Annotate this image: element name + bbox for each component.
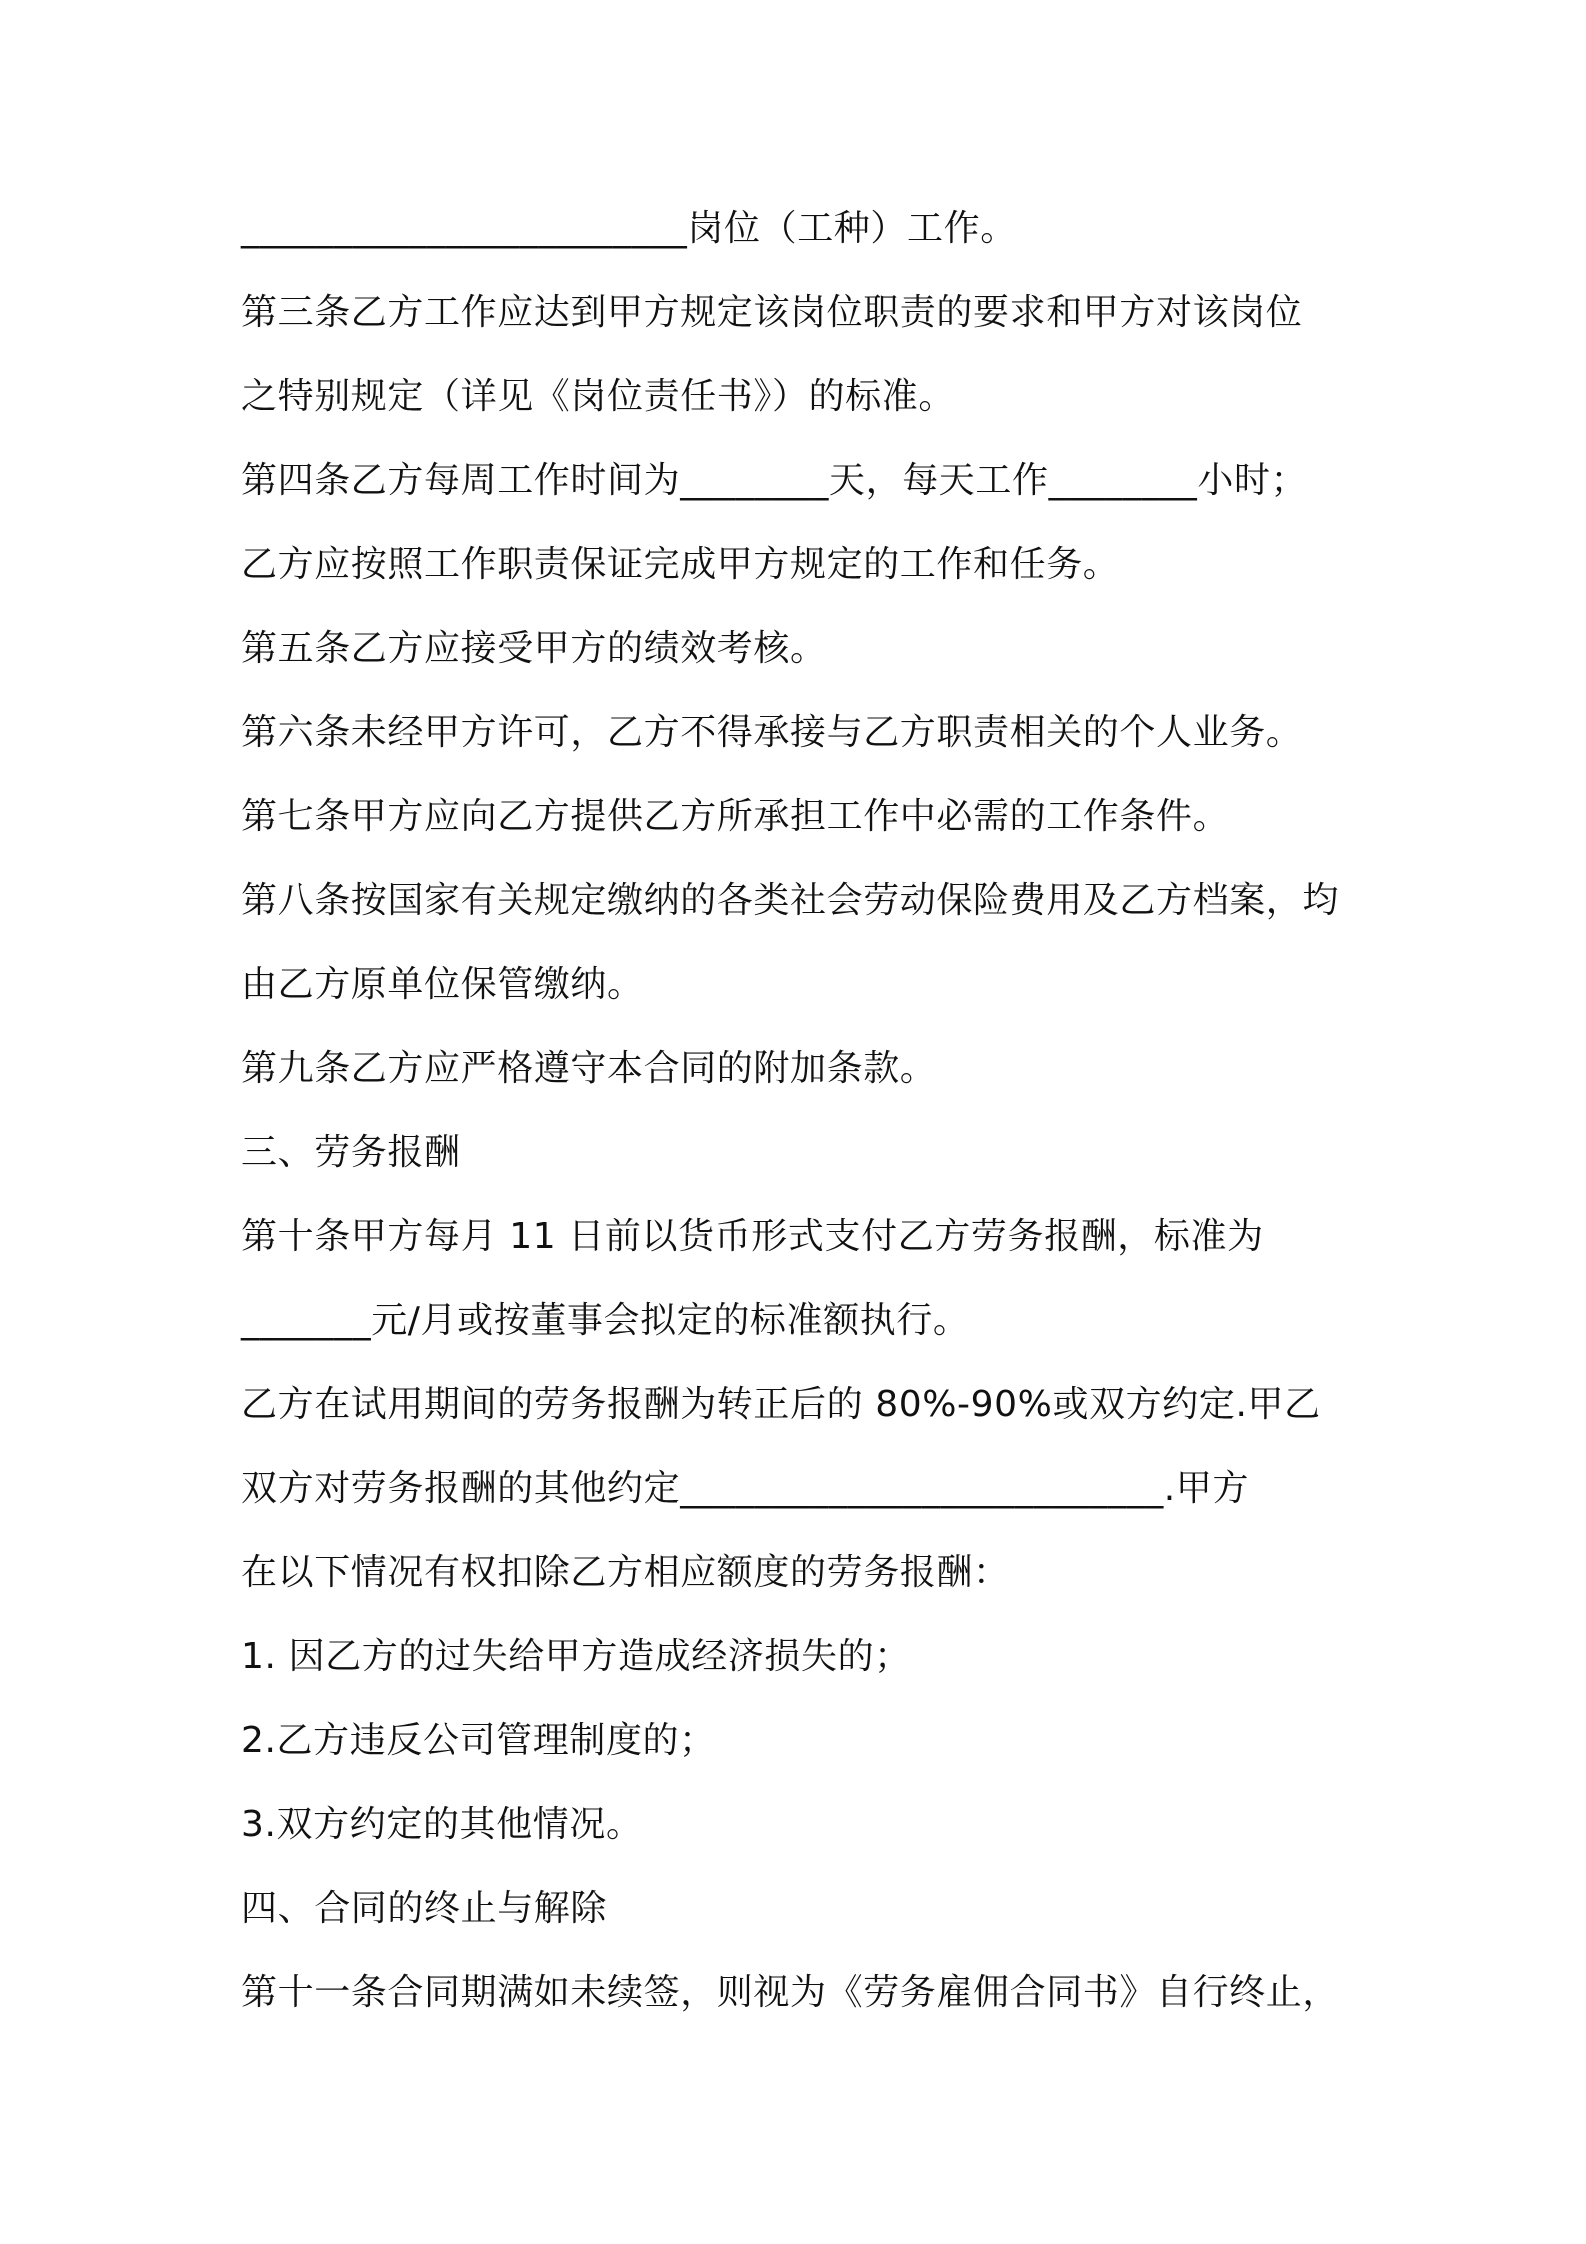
article-8-line-2: 由乙方原单位保管缴纳。 bbox=[241, 964, 644, 1005]
section-4-heading: 四、合同的终止与解除 bbox=[241, 1888, 608, 1929]
article-3-line-1: 第三条乙方工作应达到甲方规定该岗位职责的要求和甲方对该岗位 bbox=[241, 292, 1303, 333]
deduction-intro-line: 在以下情况有权扣除乙方相应额度的劳务报酬： bbox=[241, 1552, 1010, 1593]
probation-pay-line-1: 乙方在试用期间的劳务报酬为转正后的 80%-90%或双方约定.甲乙 bbox=[241, 1384, 1321, 1425]
article-9-line: 第九条乙方应严格遵守本合同的附加条款。 bbox=[241, 1048, 937, 1089]
article-10-line-2: _______元/月或按董事会拟定的标准额执行。 bbox=[241, 1300, 970, 1341]
article-6-line: 第六条未经甲方许可，乙方不得承接与乙方职责相关的个人业务。 bbox=[241, 712, 1303, 753]
article-4-line-2: 乙方应按照工作职责保证完成甲方规定的工作和任务。 bbox=[241, 544, 1120, 585]
article-11-line-1: 第十一条合同期满如未续签，则视为《劳务雇佣合同书》自行终止， bbox=[241, 1972, 1340, 2013]
article-4-line-1: 第四条乙方每周工作时间为________天，每天工作________小时； bbox=[241, 460, 1308, 501]
article-7-line: 第七条甲方应向乙方提供乙方所承担工作中必需的工作条件。 bbox=[241, 796, 1230, 837]
deduction-item-1: 1. 因乙方的过失给甲方造成经济损失的； bbox=[241, 1636, 911, 1677]
probation-pay-line-2: 双方对劳务报酬的其他约定__________________________.甲方 bbox=[241, 1468, 1250, 1509]
deduction-item-3: 3.双方约定的其他情况。 bbox=[241, 1804, 643, 1845]
job-position-line: ________________________岗位（工种）工作。 bbox=[241, 208, 1017, 249]
document-body bbox=[241, 196, 1361, 2044]
article-10-line-1: 第十条甲方每月 11 日前以货币形式支付乙方劳务报酬，标准为 bbox=[241, 1216, 1264, 1257]
article-3-line-2: 之特别规定（详见《岗位责任书》）的标准。 bbox=[241, 376, 956, 417]
article-5-line: 第五条乙方应接受甲方的绩效考核。 bbox=[241, 628, 827, 669]
article-8-line-1: 第八条按国家有关规定缴纳的各类社会劳动保险费用及乙方档案，均 bbox=[241, 880, 1340, 921]
section-3-heading: 三、劳务报酬 bbox=[241, 1132, 461, 1173]
deduction-item-2: 2.乙方违反公司管理制度的； bbox=[241, 1720, 716, 1761]
